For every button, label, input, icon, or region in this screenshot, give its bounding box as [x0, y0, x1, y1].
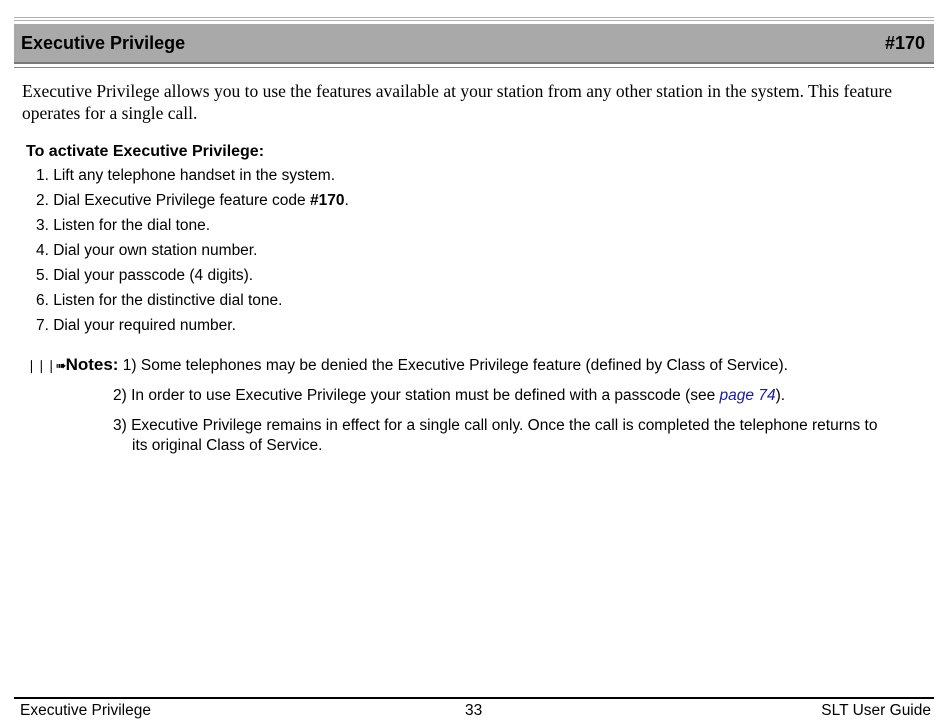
feature-code: #170	[884, 33, 925, 53]
footer-section-name: Executive Privilege	[20, 702, 151, 719]
arrow-right-icon: ❘❘❘➠	[26, 358, 66, 373]
note-3-continued: its original Class of Service.	[132, 437, 323, 454]
section-header	[14, 24, 934, 64]
step-item: 7. Dial your required number.	[36, 317, 236, 334]
footer-doc-title: SLT User Guide	[821, 702, 931, 719]
step-item: 4. Dial your own station number.	[36, 242, 258, 259]
top-rule-1	[14, 17, 934, 18]
note-3: 3) Executive Privilege remains in effect for a single call only. Once the call is completed the telephone returns to	[113, 417, 878, 434]
step-item: 3. Listen for the dial tone.	[36, 217, 211, 234]
step-item: 2. Dial Executive Privilege feature code #170.	[36, 192, 349, 209]
header-underline	[14, 67, 934, 68]
top-rule-2	[14, 20, 934, 21]
footer-rule	[14, 697, 934, 699]
step-item: 1. Lift any telephone handset in the system.	[36, 167, 335, 184]
notes-label: Notes:	[65, 355, 119, 374]
page-number: 33	[465, 702, 483, 719]
top-rules	[14, 17, 934, 21]
note-1-row	[26, 355, 788, 376]
step-feature-code: #170	[309, 192, 345, 209]
note-2: 2) In order to use Executive Privilege your station must be defined with a passcode (see page 74).	[113, 387, 786, 404]
intro-paragraph: Executive Privilege allows you to use the features available at your station from any other station in the system. This feature operates for a single call.	[22, 81, 893, 123]
note-1: 1) Some telephones may be denied the Executive Privilege feature (defined by Class of Service).	[122, 357, 788, 374]
section-title: Executive Privilege	[21, 33, 186, 53]
activation-steps	[36, 166, 349, 341]
page-link[interactable]: page 74	[719, 387, 776, 404]
step-item: 6. Listen for the distinctive dial tone.	[36, 292, 283, 309]
step-item: 5. Dial your passcode (4 digits).	[36, 267, 254, 284]
activate-heading: To activate Executive Privilege:	[26, 143, 265, 160]
